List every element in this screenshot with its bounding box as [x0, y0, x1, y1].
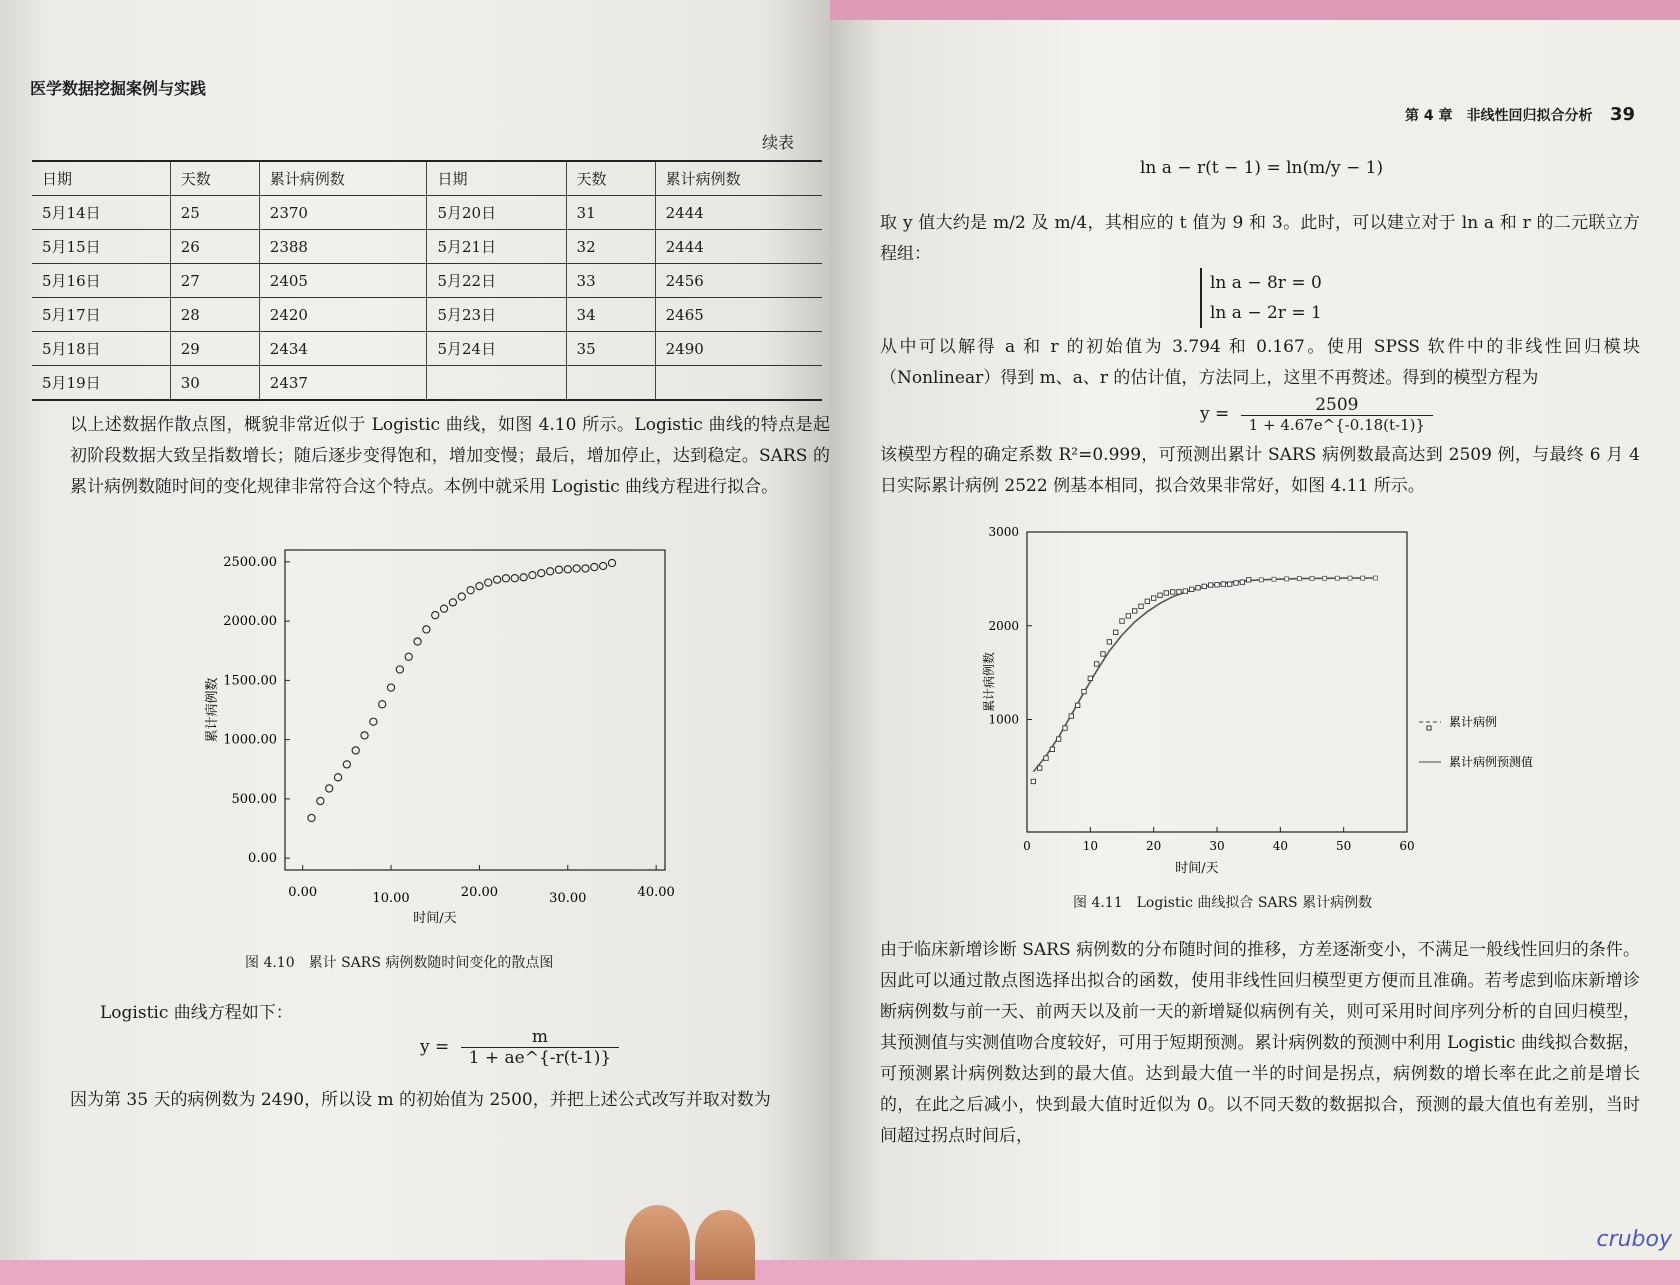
data-point: [520, 574, 527, 581]
observed-marker: [1069, 714, 1073, 718]
data-point: [511, 575, 518, 582]
table-cell: 2465: [655, 298, 822, 332]
finger: [625, 1205, 690, 1285]
data-point: [414, 638, 421, 645]
table-cell: 26: [170, 230, 259, 264]
equation-line-2: ln a − 2r = 1: [1210, 303, 1322, 323]
chapter-title: 第 4 章 非线性回归拟合分析: [1405, 108, 1593, 124]
observed-marker: [1031, 779, 1035, 783]
col-header-date-2: 日期: [427, 161, 566, 196]
formula-numerator: m: [461, 1027, 619, 1048]
observed-marker: [1094, 662, 1098, 666]
table-cell: 34: [566, 298, 655, 332]
y-tick-label: 3000: [988, 525, 1019, 539]
observed-marker: [1196, 586, 1200, 590]
table-cell: 29: [170, 332, 259, 366]
data-point: [502, 575, 509, 582]
observed-marker: [1088, 676, 1092, 680]
col-header-cases: 累计病例数: [259, 161, 427, 196]
data-point: [379, 701, 386, 708]
data-point: [485, 579, 492, 586]
table-cell: 2420: [259, 298, 427, 332]
data-point: [538, 570, 545, 577]
data-point: [423, 626, 430, 633]
equation-system: [1200, 268, 1322, 328]
paragraph-solution: 从中可以解得 a 和 r 的初始值为 3.794 和 0.167。使用 SPSS 软件中的非线性回归模块（Nonlinear）得到 m、a、r 的估计值，方法同上，这里不再赘述。得到的模型方程为: [880, 337, 1640, 388]
data-point: [591, 563, 598, 570]
observed-marker: [1082, 689, 1086, 693]
data-point: [334, 774, 341, 781]
table-row: [32, 196, 822, 230]
table-cell: 35: [566, 332, 655, 366]
observed-marker: [1215, 583, 1219, 587]
observed-marker: [1063, 726, 1067, 730]
table-cell: 5月18日: [32, 332, 170, 366]
table-cell: 5月23日: [427, 298, 566, 332]
watermark: cruboy: [1596, 1227, 1672, 1252]
x-tick-label: 40: [1272, 839, 1288, 853]
predicted-marker: [1310, 576, 1314, 580]
observed-marker: [1075, 703, 1079, 707]
table-cell: 5月21日: [427, 230, 566, 264]
predicted-marker: [1361, 576, 1365, 580]
table-row: [32, 332, 822, 366]
observed-marker: [1189, 587, 1193, 591]
table-cell: 2444: [655, 230, 822, 264]
paragraph-y-values: 取 y 值大约是 m/2 及 m/4，其相应的 t 值为 9 和 3。此时，可以建立对于 ln a 和 r 的二元联立方程组：: [880, 213, 1640, 264]
table-cell: 27: [170, 264, 259, 298]
table-cell: 2444: [655, 196, 822, 230]
table-cell: 2405: [259, 264, 427, 298]
data-point: [555, 566, 562, 573]
x-tick-label: 30: [1209, 839, 1225, 853]
finger: [695, 1210, 755, 1280]
table-cell: [427, 366, 566, 401]
observed-marker: [1164, 591, 1168, 595]
data-point: [467, 587, 474, 594]
table-cell: 32: [566, 230, 655, 264]
predicted-marker: [1323, 576, 1327, 580]
legend-marker-observed: [1427, 726, 1431, 730]
table-cell: 5月19日: [32, 366, 170, 401]
paragraph-time-series: 由于临床新增诊断 SARS 病例数的分布随时间的推移，方差逐渐变小，不满足一般线性回归的条件。因此可以通过散点图选择出拟合的函数，使用非线性回归模型更方便而且准确。若考虑到临床新增诊断病例数与前一天、前两天以及前一天的新增疑似病例有关，则可采用时间序列分析的自回归模型，其预测值与实测值吻合度较好，可用于短期预测。累计病例数的预测中利用 Logistic 曲线拟合数据，可预测累计病例数达到的最大值。达到最大值一半的时间是拐点，病例数的增长率在此之前是增长的，在此之后减小，快到最大值时近似为 0。以不同天数的数据拟合，预测的最大值也有差别，当时间超过拐点时间后，: [880, 940, 1640, 1146]
y-tick-label: 2000.00: [223, 614, 277, 630]
table-cell: 5月16日: [32, 264, 170, 298]
table-continued-label: 续表: [762, 133, 795, 152]
data-point: [387, 684, 394, 691]
data-point: [449, 599, 456, 606]
paragraph-r-squared: 该模型方程的确定系数 R²=0.999，可预测出累计 SARS 病例数最高达到 2509 例，与最终 6 月 4 日实际累计病例 2522 例基本相同，拟合效果非常好，如图 4.11 所示。: [880, 445, 1640, 496]
y-tick-label: 2000: [988, 618, 1019, 633]
y-axis-label: 累计病例数: [205, 677, 220, 743]
x-tick-label: 60: [1399, 839, 1415, 853]
table-cell: 33: [566, 264, 655, 298]
table-cell: 5月14日: [32, 196, 170, 230]
observed-marker: [1101, 652, 1105, 656]
observed-marker: [1183, 589, 1187, 593]
observed-marker: [1177, 590, 1181, 594]
col-header-cases-2: 累计病例数: [655, 161, 822, 196]
x-tick-label: 0.00: [288, 885, 318, 900]
data-point: [317, 797, 324, 804]
y-tick-label: 1000: [988, 712, 1019, 727]
predicted-marker: [1272, 577, 1276, 581]
equation-line-1: ln a − 8r = 0: [1210, 273, 1322, 293]
data-point: [458, 593, 465, 600]
plot-frame: [285, 550, 665, 870]
y-tick-label: 1000.00: [223, 732, 277, 748]
table-cell: 31: [566, 196, 655, 230]
data-point: [600, 562, 607, 569]
data-point: [493, 576, 500, 583]
logistic-equation-label: Logistic 曲线方程如下：: [100, 1003, 293, 1023]
formula-denominator: 1 + ae^{-r(t-1)}: [468, 1048, 612, 1068]
observed-marker: [1037, 766, 1041, 770]
col-header-date: 日期: [32, 161, 170, 196]
legend-label-observed: 累计病例: [1449, 715, 1498, 729]
col-header-days-2: 天数: [566, 161, 655, 196]
x-axis-label: 时间/天: [413, 911, 457, 926]
x-tick-label: 0: [1023, 839, 1031, 853]
data-point: [343, 761, 350, 768]
data-point: [308, 814, 315, 821]
sars-data-table: [32, 160, 822, 401]
book-title: 医学数据挖掘案例与实践: [30, 79, 207, 98]
paragraph-scatter-description: 以上述数据作散点图，概貌非常近似于 Logistic 曲线，如图 4.10 所示。Logistic 曲线的特点是起初阶段数据大致呈指数增长；随后逐步变得饱和，增加变慢；最后，增加停止，达到稳定。SARS 的累计病例数随时间的变化规律非常符合这个特点。本例中就采用 Logistic 曲线方程进行拟合。: [70, 415, 830, 497]
data-point: [405, 653, 412, 660]
y-tick-label: 0.00: [248, 851, 277, 867]
predicted-marker: [1285, 577, 1289, 581]
observed-marker: [1120, 619, 1124, 623]
table-cell: 5月24日: [427, 332, 566, 366]
x-tick-label: 30.00: [549, 891, 587, 906]
legend-label-predicted: 累计病例预测值: [1449, 755, 1534, 769]
observed-marker: [1208, 583, 1212, 587]
y-tick-label: 500.00: [231, 791, 277, 807]
table-cell: 5月20日: [427, 196, 566, 230]
left-page: [0, 0, 830, 1260]
table-body: [32, 196, 822, 401]
data-point: [564, 566, 571, 573]
table-cell: 25: [170, 196, 259, 230]
data-point: [582, 565, 589, 572]
observed-marker: [1044, 756, 1048, 760]
data-point: [547, 568, 554, 575]
table-cell: [655, 366, 822, 401]
observed-marker: [1107, 640, 1111, 644]
observed-marker: [1126, 614, 1130, 618]
predicted-marker: [1373, 576, 1377, 580]
model-denominator: 1 + 4.67e^{-0.18(t-1)}: [1248, 416, 1426, 434]
y-axis-label: 累计病例数: [982, 651, 996, 713]
table-cell: 5月17日: [32, 298, 170, 332]
data-point: [370, 718, 377, 725]
observed-marker: [1246, 578, 1250, 582]
scatter-chart-fig-4-10: [180, 540, 680, 940]
logistic-formula: [420, 1027, 619, 1068]
data-point: [440, 605, 447, 612]
table-cell: 30: [170, 366, 259, 401]
x-tick-label: 20: [1146, 839, 1162, 853]
observed-marker: [1221, 582, 1225, 586]
x-tick-label: 10.00: [372, 891, 410, 906]
predicted-marker: [1348, 576, 1352, 580]
predicted-marker: [1259, 578, 1263, 582]
data-point: [396, 666, 403, 673]
formula-lhs: y =: [420, 1037, 450, 1057]
table-row: [32, 298, 822, 332]
data-point: [361, 732, 368, 739]
figure-caption-4-11: 图 4.11 Logistic 曲线拟合 SARS 累计病例数: [1073, 895, 1373, 911]
x-tick-label: 20.00: [460, 885, 499, 900]
data-point: [573, 565, 580, 572]
observed-marker: [1227, 582, 1231, 586]
table-cell: 5月22日: [427, 264, 566, 298]
log-transform-formula: ln a − r(t − 1) = ln(m/y − 1): [1140, 158, 1384, 178]
table-cell: 2370: [259, 196, 427, 230]
table-row: [32, 264, 822, 298]
observed-marker: [1202, 584, 1206, 588]
observed-marker: [1158, 593, 1162, 597]
data-point: [608, 559, 615, 566]
observed-marker: [1240, 580, 1244, 584]
table-cell: 2388: [259, 230, 427, 264]
observed-marker: [1151, 596, 1155, 600]
paragraph-initial-value: 因为第 35 天的病例数为 2490，所以设 m 的初始值为 2500，并把上述公式改写并取对数为: [70, 1090, 771, 1110]
data-point: [529, 572, 536, 579]
data-point: [326, 785, 333, 792]
table-cell: 2490: [655, 332, 822, 366]
model-lhs: y =: [1200, 404, 1230, 424]
table-header-row: [32, 161, 822, 196]
fit-chart-fig-4-11: [975, 520, 1595, 880]
table-cell: 2434: [259, 332, 427, 366]
table-row: [32, 366, 822, 401]
table-row: [32, 230, 822, 264]
observed-marker: [1132, 609, 1136, 613]
x-tick-label: 50: [1336, 839, 1352, 853]
x-tick-label: 40.00: [637, 885, 675, 900]
observed-marker: [1113, 630, 1117, 634]
data-point: [432, 612, 439, 619]
observed-marker: [1056, 737, 1060, 741]
fit-line: [1033, 578, 1375, 772]
model-equation: [1200, 395, 1433, 434]
observed-marker: [1234, 581, 1238, 585]
table-cell: 28: [170, 298, 259, 332]
figure-caption-4-10: 图 4.10 累计 SARS 病例数随时间变化的散点图: [245, 955, 554, 971]
table-cell: [566, 366, 655, 401]
model-numerator: 2509: [1241, 395, 1433, 416]
predicted-marker: [1335, 576, 1339, 580]
observed-marker: [1145, 599, 1149, 603]
col-header-days: 天数: [170, 161, 259, 196]
y-tick-label: 2500.00: [223, 554, 277, 570]
predicted-marker: [1297, 577, 1301, 581]
table-cell: 2437: [259, 366, 427, 401]
data-point: [476, 583, 483, 590]
observed-marker: [1050, 747, 1054, 751]
x-tick-label: 10: [1082, 839, 1098, 853]
table-cell: 5月15日: [32, 230, 170, 264]
page-number: 39: [1610, 104, 1636, 125]
observed-marker: [1139, 604, 1143, 608]
data-point: [352, 747, 359, 754]
table-cell: 2456: [655, 264, 822, 298]
x-axis-label: 时间/天: [1175, 861, 1219, 876]
y-tick-label: 1500.00: [223, 673, 277, 689]
observed-marker: [1170, 590, 1174, 594]
